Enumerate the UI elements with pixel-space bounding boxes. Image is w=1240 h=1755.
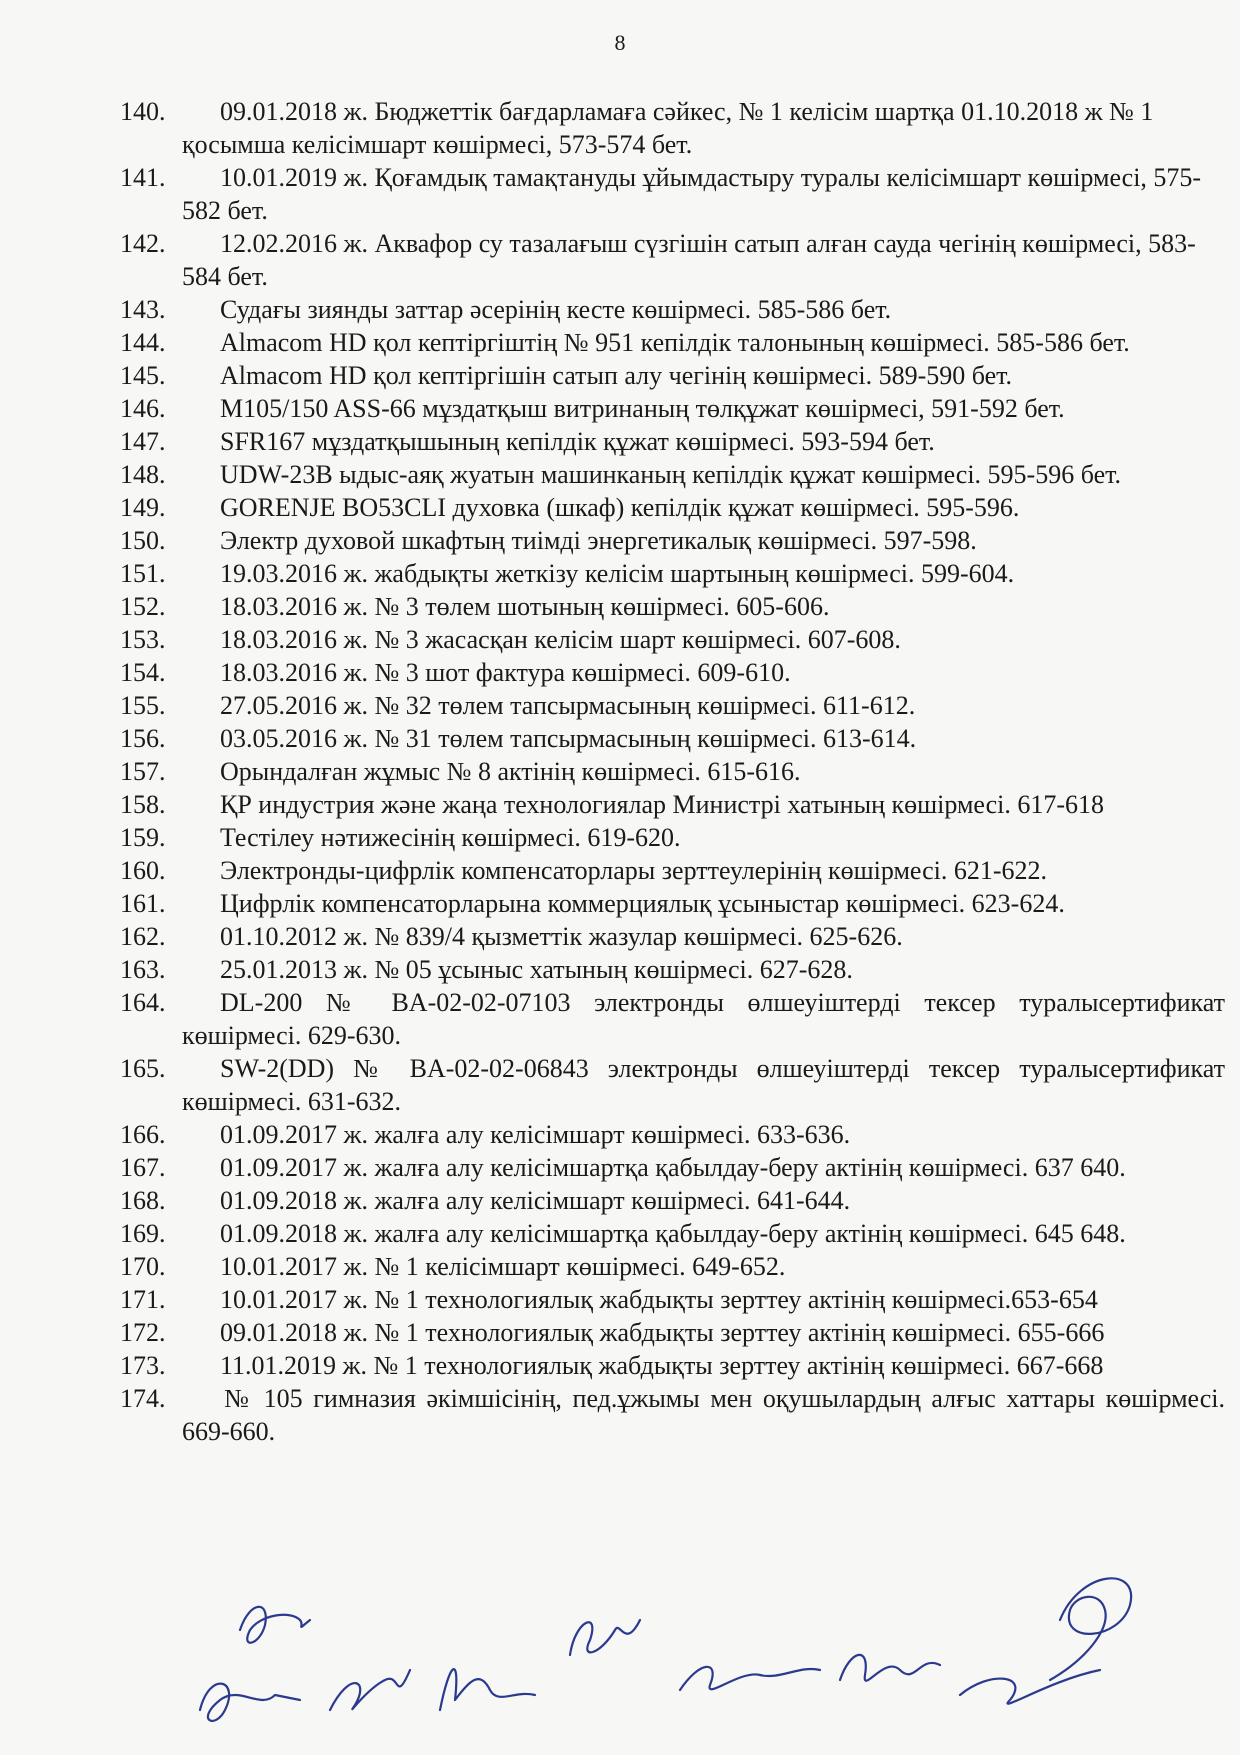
item-number: 163. bbox=[120, 955, 166, 984]
item-number: 171. bbox=[120, 1285, 166, 1314]
item-text: M105/150 ASS-66 мұздатқыш витринаның төлқұжат көшірмесі, 591-592 бет. bbox=[220, 394, 1065, 423]
page-number: 8 bbox=[614, 30, 626, 55]
list-item bbox=[120, 953, 1225, 986]
item-number: 155. bbox=[120, 691, 166, 720]
item-text: 01.09.2017 ж. жалға алу келісімшарт көшірмесі. 633-636. bbox=[220, 1120, 851, 1149]
item-number: 164. bbox=[120, 988, 166, 1017]
item-number: 173. bbox=[120, 1351, 166, 1380]
item-number: 174. bbox=[120, 1384, 166, 1413]
item-text: 25.01.2013 ж. № 05 ұсыныс хатының көшірмесі. 627-628. bbox=[220, 955, 853, 984]
item-text: 12.02.2016 ж. Аквафор су тазалағыш сүзгішін сатып алған сауда чегінің көшірмесі, 583-584 бет. bbox=[182, 229, 1196, 291]
list-item bbox=[120, 458, 1225, 491]
list-item bbox=[120, 887, 1225, 920]
list-item bbox=[120, 755, 1225, 788]
item-number: 143. bbox=[120, 295, 166, 324]
item-number: 172. bbox=[120, 1318, 166, 1347]
item-text: 09.01.2018 ж. № 1 технологиялық жабдықты зерттеу актінің көшірмесі. 655-666 bbox=[220, 1318, 1105, 1347]
item-number: 142. bbox=[120, 229, 166, 258]
item-text: 01.10.2012 ж. № 839/4 қызметтік жазулар көшірмесі. 625-626. bbox=[220, 922, 903, 951]
document-list bbox=[120, 95, 1225, 1448]
list-item bbox=[120, 1118, 1225, 1151]
item-text: 18.03.2016 ж. № 3 төлем шотының көшірмесі. 605-606. bbox=[220, 592, 830, 621]
item-number: 159. bbox=[120, 823, 166, 852]
item-number: 166. bbox=[120, 1120, 166, 1149]
item-number: 153. bbox=[120, 625, 166, 654]
list-item bbox=[120, 1283, 1225, 1316]
list-item bbox=[120, 1382, 1225, 1448]
list-item bbox=[120, 1349, 1225, 1382]
item-text: SW-2(DD) № BA-02-02-06843 электронды өлшеуіштерді тексер туралысертификат көшірмесі. 631-632. bbox=[182, 1054, 1225, 1116]
item-text: Орындалған жұмыс № 8 актінің көшірмесі. 615-616. bbox=[220, 757, 801, 786]
item-number: 161. bbox=[120, 889, 166, 918]
item-number: 169. bbox=[120, 1219, 166, 1248]
item-text: ҚР индустрия және жаңа технологиялар Министрі хатының көшірмесі. 617-618 bbox=[220, 790, 1105, 819]
item-number: 146. bbox=[120, 394, 166, 423]
item-text: Электр духовой шкафтың тиімді энергетикалық көшірмесі. 597-598. bbox=[220, 526, 977, 555]
list-item bbox=[120, 392, 1225, 425]
item-number: 140. bbox=[120, 97, 166, 126]
list-item bbox=[120, 1052, 1225, 1118]
item-number: 147. bbox=[120, 427, 166, 456]
item-number: 162. bbox=[120, 922, 166, 951]
item-text: 03.05.2016 ж. № 31 төлем тапсырмасының көшірмесі. 613-614. bbox=[220, 724, 917, 753]
list-item bbox=[120, 161, 1225, 227]
item-text: 10.01.2017 ж. № 1 келісімшарт көшірмесі. 649-652. bbox=[220, 1252, 786, 1281]
list-item bbox=[120, 95, 1225, 161]
item-number: 144. bbox=[120, 328, 166, 357]
item-number: 167. bbox=[120, 1153, 166, 1182]
item-text: Almacom HD қол кептіргішін сатып алу чегінің көшірмесі. 589-590 бет. bbox=[220, 361, 1013, 390]
list-item bbox=[120, 722, 1225, 755]
item-number: 170. bbox=[120, 1252, 166, 1281]
item-number: 154. bbox=[120, 658, 166, 687]
list-item bbox=[120, 590, 1225, 623]
list-item bbox=[120, 1316, 1225, 1349]
list-item bbox=[120, 227, 1225, 293]
list-item bbox=[120, 920, 1225, 953]
list-item bbox=[120, 293, 1225, 326]
item-number: 151. bbox=[120, 559, 166, 588]
item-number: 148. bbox=[120, 460, 166, 489]
list-item bbox=[120, 491, 1225, 524]
list-item bbox=[120, 986, 1225, 1052]
item-number: 150. bbox=[120, 526, 166, 555]
item-text: № 105 гимназия әкімшісінің, пед.ұжымы мен оқушылардың алғыс хаттары көшірмесі. 669-660. bbox=[182, 1384, 1225, 1446]
item-number: 168. bbox=[120, 1186, 166, 1215]
list-item bbox=[120, 1217, 1225, 1250]
item-text: Тестілеу нәтижесінің көшірмесі. 619-620. bbox=[220, 823, 681, 852]
signatures-area bbox=[180, 1560, 1230, 1750]
item-number: 157. bbox=[120, 757, 166, 786]
list-item bbox=[120, 689, 1225, 722]
list-item bbox=[120, 1250, 1225, 1283]
item-text: Цифрлік компенсаторларына коммерциялық ұсыныстар көшірмесі. 623-624. bbox=[220, 889, 1065, 918]
item-text: 01.09.2018 ж. жалға алу келісімшартқа қабылдау-беру актінің көшірмесі. 645 648. bbox=[220, 1219, 1126, 1248]
item-text: 19.03.2016 ж. жабдықты жеткізу келісім шартының көшірмесі. 599-604. bbox=[220, 559, 1015, 588]
item-text: 18.03.2016 ж. № 3 шот фактура көшірмесі. 609-610. bbox=[220, 658, 791, 687]
list-item bbox=[120, 425, 1225, 458]
item-text: GORENJE BO53CLI духовка (шкаф) кепілдік құжат көшірмесі. 595-596. bbox=[220, 493, 1020, 522]
item-text: DL-200 № BA-02-02-07103 электронды өлшеуіштерді тексер туралысертификат көшірмесі. 629-630. bbox=[182, 988, 1225, 1050]
item-number: 141. bbox=[120, 163, 166, 192]
list-item bbox=[120, 326, 1225, 359]
item-text: 01.09.2018 ж. жалға алу келісімшарт көшірмесі. 641-644. bbox=[220, 1186, 851, 1215]
item-number: 152. bbox=[120, 592, 166, 621]
item-text: 01.09.2017 ж. жалға алу келісімшартқа қабылдау-беру актінің көшірмесі. 637 640. bbox=[220, 1153, 1126, 1182]
item-text: 10.01.2017 ж. № 1 технологиялық жабдықты зерттеу актінің көшірмесі.653-654 bbox=[220, 1285, 1098, 1314]
list-item bbox=[120, 1151, 1225, 1184]
item-text: 10.01.2019 ж. Қоғамдық тамақтануды ұйымдастыру туралы келісімшарт көшірмесі, 575-582 бет. bbox=[182, 163, 1202, 225]
item-text: UDW-23B ыдыс-аяқ жуатын машинканың кепілдік құжат көшірмесі. 595-596 бет. bbox=[220, 460, 1122, 489]
item-number: 158. bbox=[120, 790, 166, 819]
list-item bbox=[120, 623, 1225, 656]
list-item bbox=[120, 524, 1225, 557]
item-number: 156. bbox=[120, 724, 166, 753]
list-item bbox=[120, 359, 1225, 392]
item-text: Электронды-цифрлік компенсаторлары зерттеулерінің көшірмесі. 621-622. bbox=[220, 856, 1048, 885]
list-item bbox=[120, 656, 1225, 689]
item-text: 27.05.2016 ж. № 32 төлем тапсырмасының көшірмесі. 611-612. bbox=[220, 691, 916, 720]
list-item bbox=[120, 1184, 1225, 1217]
item-text: 18.03.2016 ж. № 3 жасасқан келісім шарт көшірмесі. 607-608. bbox=[220, 625, 901, 654]
list-item bbox=[120, 788, 1225, 821]
item-text: Судағы зиянды заттар әсерінің кесте көшірмесі. 585-586 бет. bbox=[220, 295, 892, 324]
item-number: 165. bbox=[120, 1054, 166, 1083]
item-text: 09.01.2018 ж. Бюджеттік бағдарламаға сәйкес, № 1 келісім шартқа 01.10.2018 ж № 1 қосымша келісімшарт көшірмесі, 573-574 бет. bbox=[182, 97, 1154, 159]
list-item bbox=[120, 557, 1225, 590]
item-text: Almacom HD қол кептіргіштің № 951 кепілдік талонының көшірмесі. 585-586 бет. bbox=[220, 328, 1130, 357]
item-number: 160. bbox=[120, 856, 166, 885]
list-item bbox=[120, 854, 1225, 887]
item-number: 149. bbox=[120, 493, 166, 522]
list-item bbox=[120, 821, 1225, 854]
item-number: 145. bbox=[120, 361, 166, 390]
item-text: SFR167 мұздатқышының кепілдік құжат көшірмесі. 593-594 бет. bbox=[220, 427, 935, 456]
signatures-image bbox=[180, 1560, 1230, 1750]
item-text: 11.01.2019 ж. № 1 технологиялық жабдықты зерттеу актінің көшірмесі. 667-668 bbox=[220, 1351, 1104, 1380]
